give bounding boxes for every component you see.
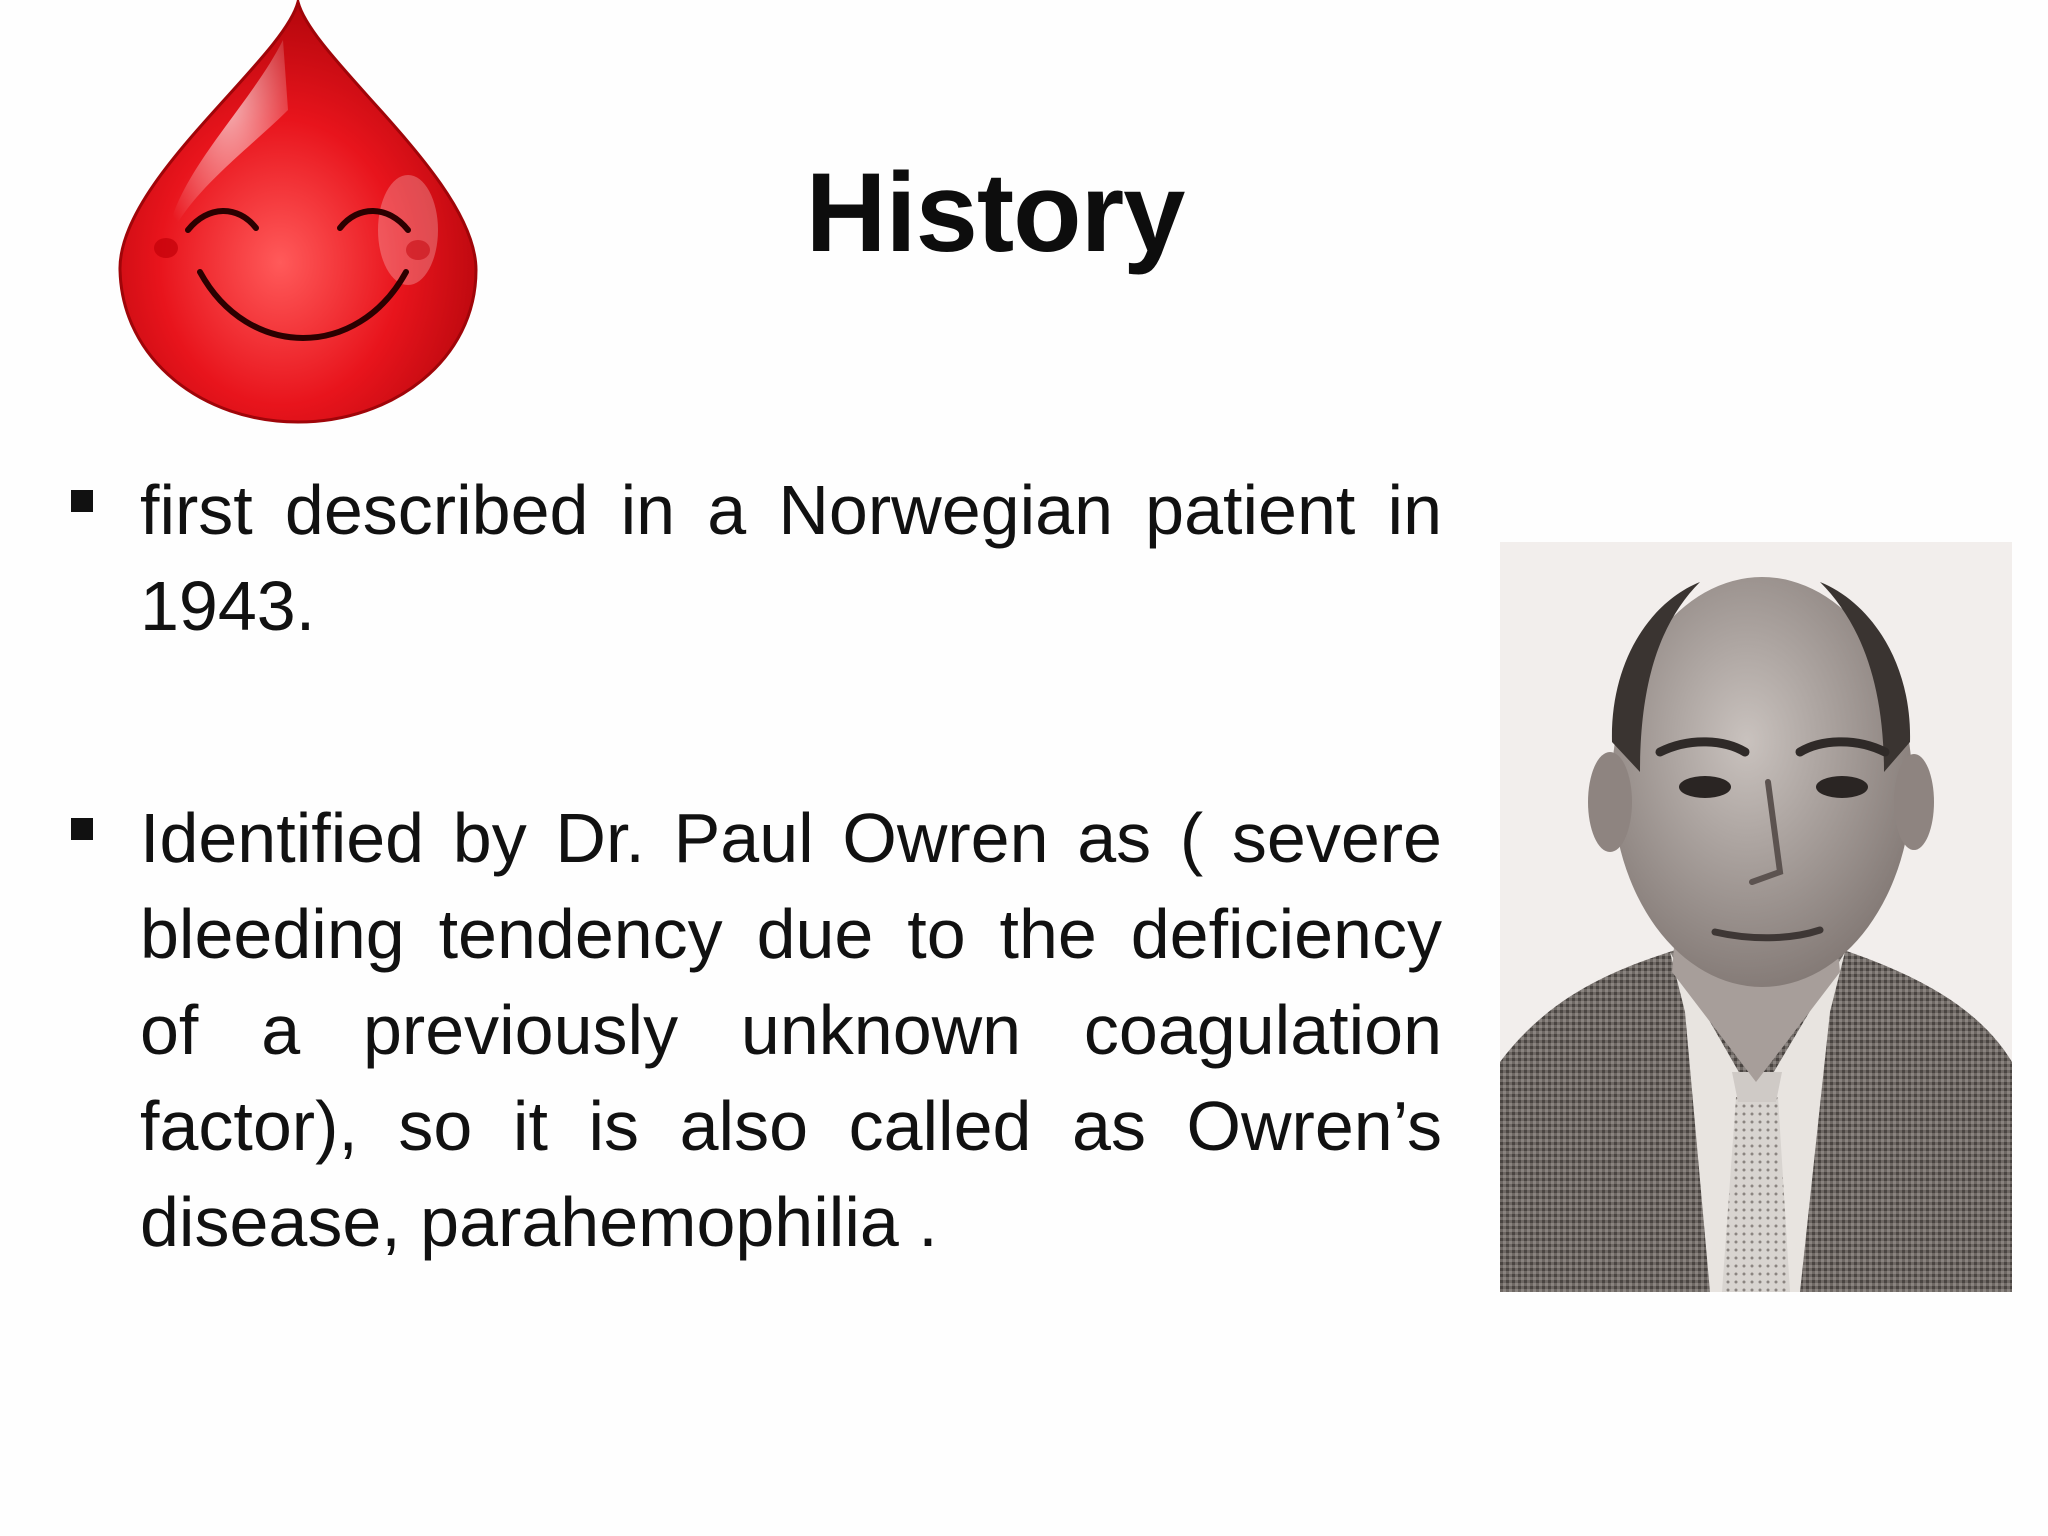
square-bullet-icon [71,490,93,512]
bullet-text: first described in a Norwegian patient in 1943. [140,471,1442,645]
smiling-blood-drop-icon [108,0,488,426]
bullet-item [62,462,1442,654]
bullet-list [62,462,1442,1270]
portrait-photo [1500,542,2012,1292]
slide-title: History [805,150,1185,275]
bullet-text: Identified by Dr. Paul Owren as ( severe bleeding tendency due to the deficiency of a previously unknown coagulation factor), so it is also called as Owren’s disease, parahemophilia . [140,799,1442,1261]
square-bullet-icon [71,818,93,840]
bullet-item [62,790,1442,1270]
